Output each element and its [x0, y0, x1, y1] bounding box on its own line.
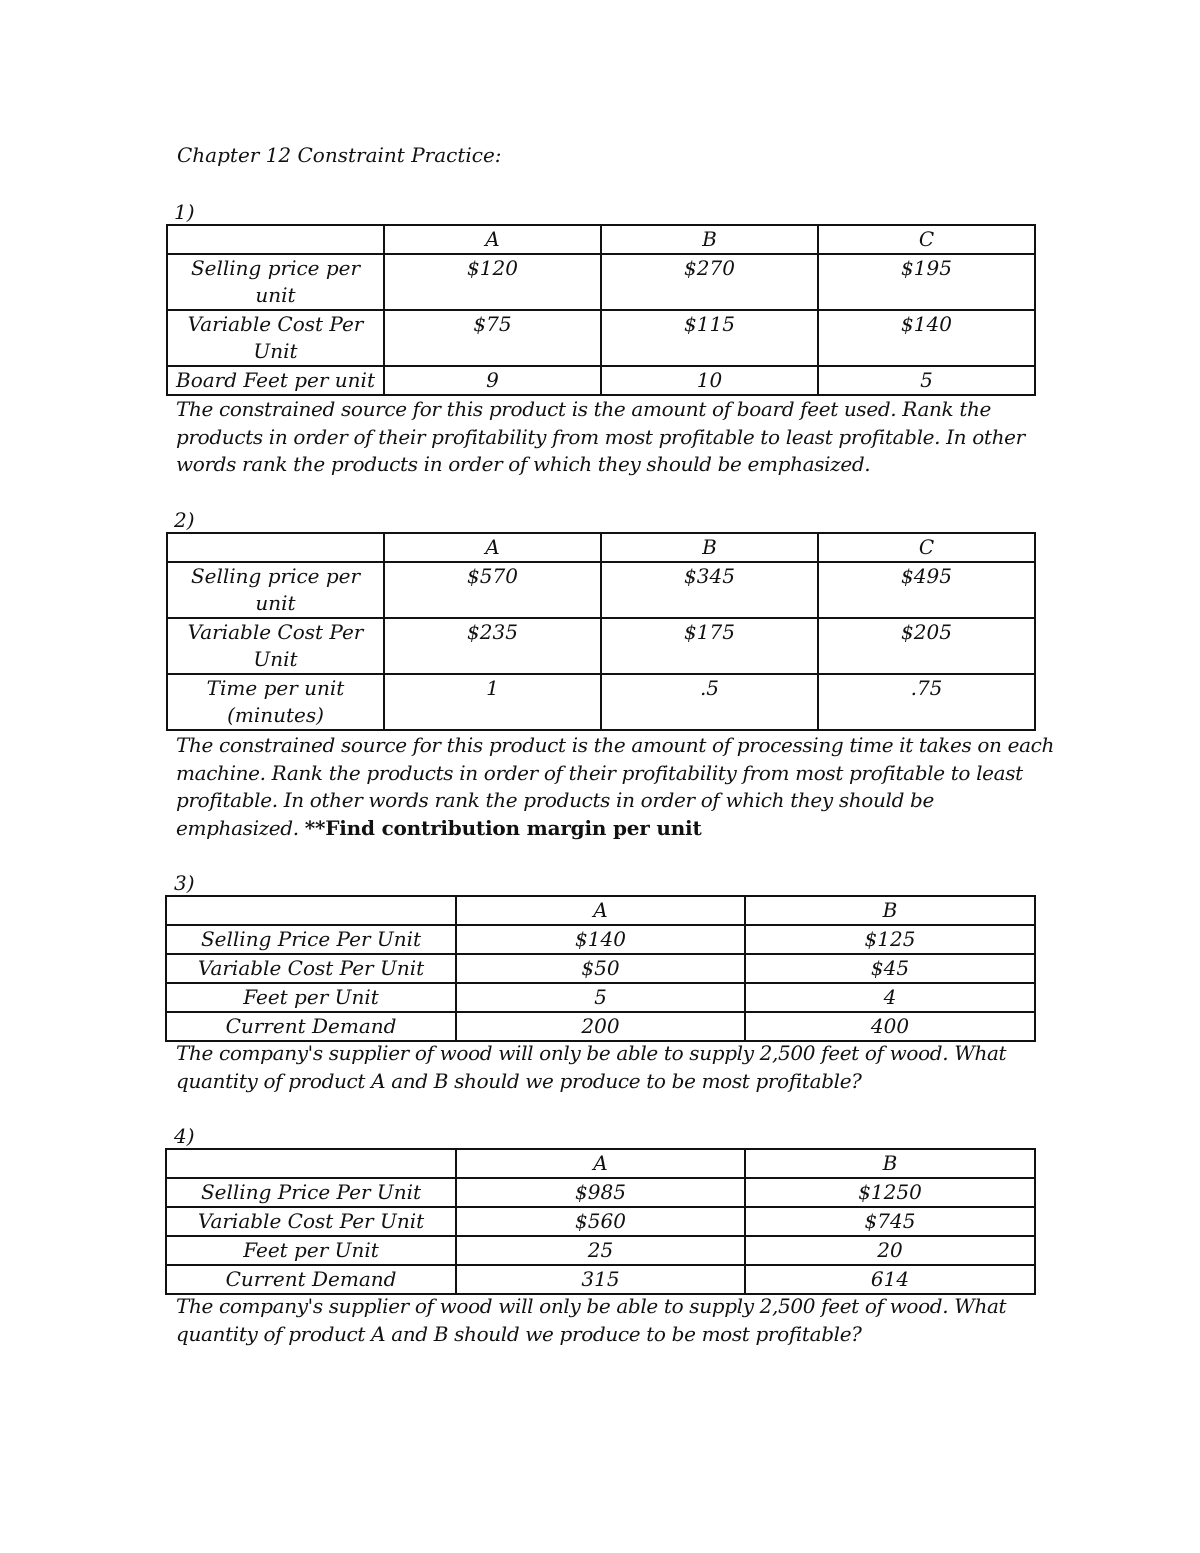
row-label: Current Demand [166, 1265, 456, 1294]
table-cell: $195 [818, 254, 1035, 310]
question-2-text [176, 732, 1056, 842]
table-header-cell [166, 1149, 456, 1178]
table-row [166, 1265, 1035, 1294]
table-cell: 400 [745, 1012, 1035, 1041]
question-4-table [165, 1148, 1036, 1295]
row-label: Board Feet per unit [167, 366, 384, 395]
table-cell: $140 [818, 310, 1035, 366]
question-2-table [166, 532, 1036, 731]
table-cell: $115 [601, 310, 818, 366]
row-label: Selling price per unit [167, 562, 384, 618]
table-row [167, 366, 1035, 395]
question-3-text: The company's supplier of wood will only be able to supply 2,500 feet of wood. What quantity of product A and B should we produce to be most profitable? [176, 1041, 1007, 1093]
table-header-cell: B [745, 896, 1035, 925]
table-row [167, 254, 1035, 310]
table-cell: $560 [456, 1207, 745, 1236]
table-cell: 20 [745, 1236, 1035, 1265]
table-header-cell [166, 896, 456, 925]
table-cell: $140 [456, 925, 745, 954]
table-header-cell: B [601, 225, 818, 254]
table-cell: $120 [384, 254, 601, 310]
table-cell: 5 [818, 366, 1035, 395]
question-1-number: 1) [174, 200, 195, 224]
question-2-bold-note: **Find contribution margin per unit [304, 815, 702, 840]
table-row [166, 925, 1035, 954]
table-row [167, 618, 1035, 674]
question-3-number: 3) [174, 871, 195, 895]
table-row [167, 310, 1035, 366]
table-cell: $270 [601, 254, 818, 310]
table-header-cell: A [456, 896, 745, 925]
row-label: Variable Cost Per Unit [166, 1207, 456, 1236]
table-cell: 10 [601, 366, 818, 395]
table-cell: $75 [384, 310, 601, 366]
table-header-cell: A [456, 1149, 745, 1178]
row-label: Time per unit (minutes) [167, 674, 384, 730]
table-header-cell: B [745, 1149, 1035, 1178]
table-cell: 1 [384, 674, 601, 730]
table-row [167, 674, 1035, 730]
table-cell: $1250 [745, 1178, 1035, 1207]
table-row [166, 1178, 1035, 1207]
row-label: Current Demand [166, 1012, 456, 1041]
question-3-table [165, 895, 1036, 1042]
table-cell: $495 [818, 562, 1035, 618]
row-label: Feet per Unit [166, 983, 456, 1012]
table-cell: 614 [745, 1265, 1035, 1294]
table-cell: $235 [384, 618, 601, 674]
table-header-row [166, 1149, 1035, 1178]
row-label: Feet per Unit [166, 1236, 456, 1265]
question-4-number: 4) [174, 1124, 195, 1148]
table-header-cell: A [384, 225, 601, 254]
table-row [166, 1012, 1035, 1041]
table-header-row [166, 896, 1035, 925]
question-1-table [166, 224, 1036, 396]
table-header-cell: B [601, 533, 818, 562]
row-label: Variable Cost Per Unit [167, 310, 384, 366]
table-row [166, 1236, 1035, 1265]
table-cell: .75 [818, 674, 1035, 730]
question-2-body: The constrained source for this product is the amount of processing time it takes on each machine. Rank the products in order of their profitability from most profitable to least profitable. In other words rank the products in order of which they should be emphasized. [176, 733, 1055, 840]
table-cell: 9 [384, 366, 601, 395]
row-label: Selling price per unit [167, 254, 384, 310]
table-cell: $45 [745, 954, 1035, 983]
table-cell: 5 [456, 983, 745, 1012]
table-header-cell [167, 225, 384, 254]
table-row [167, 562, 1035, 618]
table-cell: $570 [384, 562, 601, 618]
table-header-cell: C [818, 225, 1035, 254]
table-cell: 25 [456, 1236, 745, 1265]
row-label: Selling Price Per Unit [166, 925, 456, 954]
row-label: Selling Price Per Unit [166, 1178, 456, 1207]
table-cell: 200 [456, 1012, 745, 1041]
table-header-cell [167, 533, 384, 562]
table-cell: $345 [601, 562, 818, 618]
table-header-cell: A [384, 533, 601, 562]
page-title: Chapter 12 Constraint Practice: [177, 143, 502, 167]
table-header-row [167, 225, 1035, 254]
table-cell: $175 [601, 618, 818, 674]
question-1-text: The constrained source for this product is the amount of board feet used. Rank the products in order of their profitability from most profitable to least profitable. In other words rank the products in order of which they should be emphasized. [176, 397, 1025, 476]
table-cell: .5 [601, 674, 818, 730]
table-row [166, 954, 1035, 983]
table-cell: 4 [745, 983, 1035, 1012]
table-row [166, 983, 1035, 1012]
question-4-text: The company's supplier of wood will only be able to supply 2,500 feet of wood. What quantity of product A and B should we produce to be most profitable? [176, 1294, 1007, 1346]
table-cell: $985 [456, 1178, 745, 1207]
table-cell: $745 [745, 1207, 1035, 1236]
row-label: Variable Cost Per Unit [167, 618, 384, 674]
table-cell: 315 [456, 1265, 745, 1294]
table-cell: $125 [745, 925, 1035, 954]
table-header-row [167, 533, 1035, 562]
question-2-number: 2) [174, 508, 195, 532]
row-label: Variable Cost Per Unit [166, 954, 456, 983]
table-cell: $50 [456, 954, 745, 983]
table-header-cell: C [818, 533, 1035, 562]
table-cell: $205 [818, 618, 1035, 674]
table-row [166, 1207, 1035, 1236]
